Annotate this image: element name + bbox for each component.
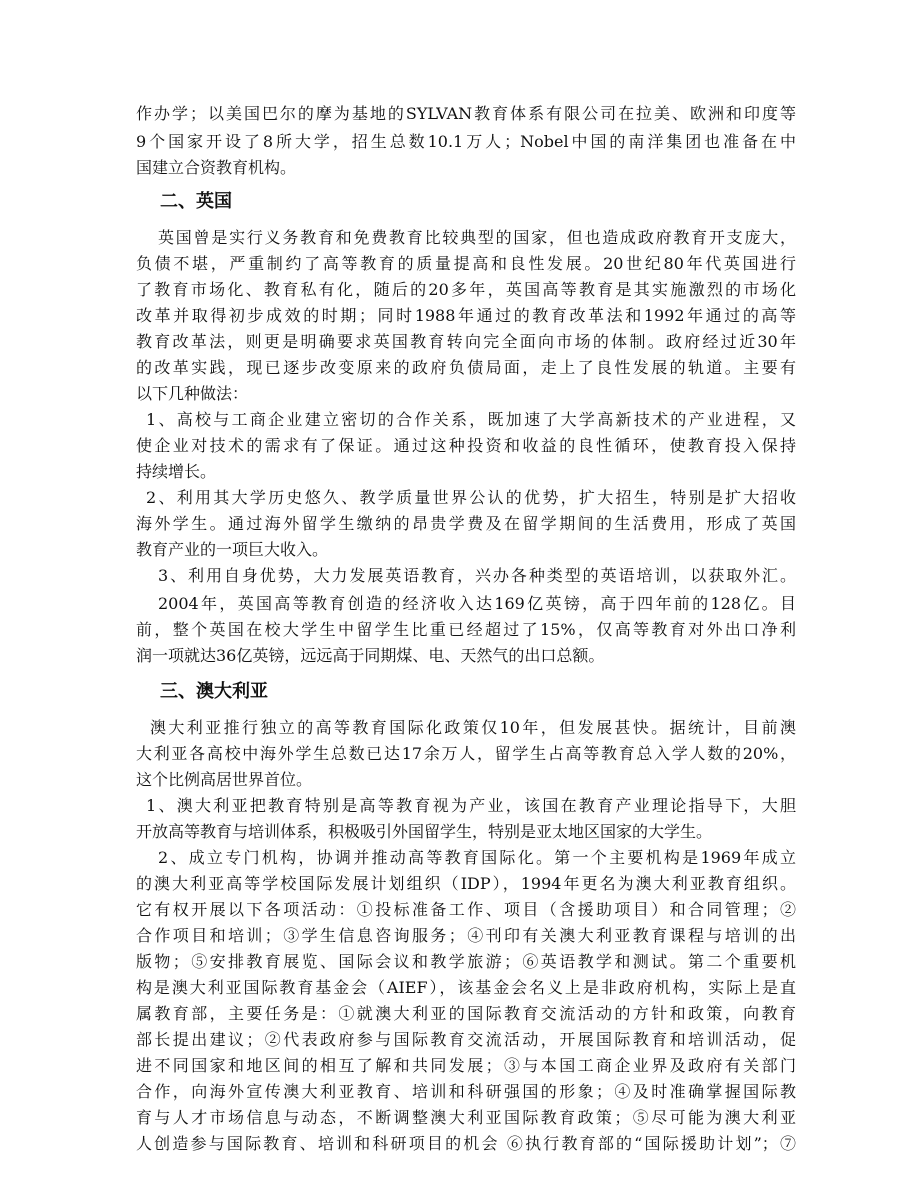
paragraph-line: 作办学；以美国巴尔的摩为基地的SYLVAN教育体系有限公司在拉美、欧洲和印度等	[136, 104, 796, 123]
paragraph-line: 使企业对技术的需求有了保证。通过这种投资和收益的良性循环，使教育投入保持	[136, 436, 796, 455]
paragraph-line: 育与人才市场信息与动态，不断调整澳大利亚国际教育政策；⑤尽可能为澳大利亚	[136, 1108, 796, 1127]
paragraph-line: 的改革实践，现已逐步改变原来的政府负债局面，走上了良性发展的轨道。主要有	[136, 358, 796, 377]
paragraph-line: 开放高等教育与培训体系，积极吸引外国留学生，特别是亚太地区国家的大学生。	[136, 822, 713, 841]
paragraph-line: 的澳大利亚高等学校国际发展计划组织（IDP），1994年更名为澳大利亚教育组织。	[136, 874, 796, 893]
paragraph-line: 持续增长。	[136, 462, 217, 481]
paragraph-line: 海外学生。通过海外留学生缴纳的昂贵学费及在留学期间的生活费用，形成了英国	[136, 514, 796, 533]
paragraph-line: 它有权开展以下各项活动：①投标准备工作、项目（含援助项目）和合同管理；②	[136, 900, 796, 919]
paragraph-line: 英国曾是实行义务教育和免费教育比较典型的国家，但也造成政府教育开支庞大，	[158, 228, 796, 247]
paragraph-line: 前，整个英国在校大学生中留学生比重已经超过了15%，仅高等教育对外出口净利	[136, 620, 796, 639]
paragraph-line: 版物；⑤安排教育展览、国际会议和教学旅游；⑥英语教学和测试。第二个重要机	[136, 952, 796, 971]
paragraph-line: 合作，向海外宣传澳大利亚教育、培训和科研强国的形象；④及时准确掌握国际教	[136, 1082, 796, 1101]
paragraph-line: 进不同国家和地区间的相互了解和共同发展；③与本国工商企业界及政府有关部门	[136, 1056, 796, 1075]
paragraph-line: 澳大利亚推行独立的高等教育国际化政策仅10年，但发展甚快。据统计，目前澳	[150, 718, 796, 737]
paragraph-line: 负债不堪，严重制约了高等教育的质量提高和良性发展。20世纪80年代英国进行	[136, 254, 796, 273]
paragraph-line: 构是澳大利亚国际教育基金会（AIEF），该基金会名义上是非政府机构，实际上是直	[136, 978, 796, 997]
paragraph-line: 部长提出建议；②代表政府参与国际教育交流活动，开展国际教育和培训活动，促	[136, 1030, 796, 1049]
paragraph-line: 教育产业的一项巨大收入。	[136, 540, 329, 559]
paragraph-line: 这个比例高居世界首位。	[136, 770, 313, 789]
paragraph-line: 3、利用自身优势，大力发展英语教育，兴办各种类型的英语培训，以获取外汇。	[158, 566, 796, 585]
paragraph-line: 以下几种做法：	[136, 384, 249, 403]
paragraph-line: 大利亚各高校中海外学生总数已达17余万人，留学生占高等教育总入学人数的20%，	[136, 744, 796, 763]
paragraph-line: 了教育市场化、教育私有化，随后的20多年，英国高等教育是其实施激烈的市场化	[136, 280, 796, 299]
section-heading: 三、澳大利亚	[160, 681, 268, 702]
paragraph-line: 2、利用其大学历史悠久、教学质量世界公认的优势，扩大招生，特别是扩大招收	[146, 488, 796, 507]
paragraph-line: 9个国家开设了8所大学，招生总数10.1万人；Nobel中国的南洋集团也准备在中	[136, 132, 796, 151]
paragraph-line: 1、澳大利亚把教育特别是高等教育视为产业，该国在教育产业理论指导下，大胆	[146, 796, 796, 815]
paragraph-line: 改革并取得初步成效的时期；同时1988年通过的教育改革法和1992年通过的高等	[136, 306, 796, 325]
paragraph-line: 2、成立专门机构，协调并推动高等教育国际化。第一个主要机构是1969年成立	[158, 848, 796, 867]
paragraph-line: 教育改革法，则更是明确要求英国教育转向完全面向市场的体制。政府经过近30年	[136, 332, 796, 351]
paragraph-line: 合作项目和培训；③学生信息咨询服务；④刊印有关澳大利亚教育课程与培训的出	[136, 926, 796, 945]
paragraph-line: 国建立合资教育机构。	[136, 158, 297, 177]
paragraph-line: 人创造参与国际教育、培训和科研项目的机会 ⑥执行教育部的“国际援助计划”；⑦	[136, 1134, 796, 1153]
paragraph-line: 2004年，英国高等教育创造的经济收入达169亿英镑，高于四年前的128亿。目	[158, 594, 796, 613]
section-heading: 二、英国	[160, 191, 232, 212]
paragraph-line: 1、高校与工商企业建立密切的合作关系，既加速了大学高新技术的产业进程，又	[146, 410, 796, 429]
paragraph-line: 润一项就达36亿英镑，远远高于同期煤、电、天然气的出口总额。	[136, 646, 605, 665]
paragraph-line: 属教育部，主要任务是：①就澳大利亚的国际教育交流活动的方针和政策，向教育	[136, 1004, 796, 1023]
